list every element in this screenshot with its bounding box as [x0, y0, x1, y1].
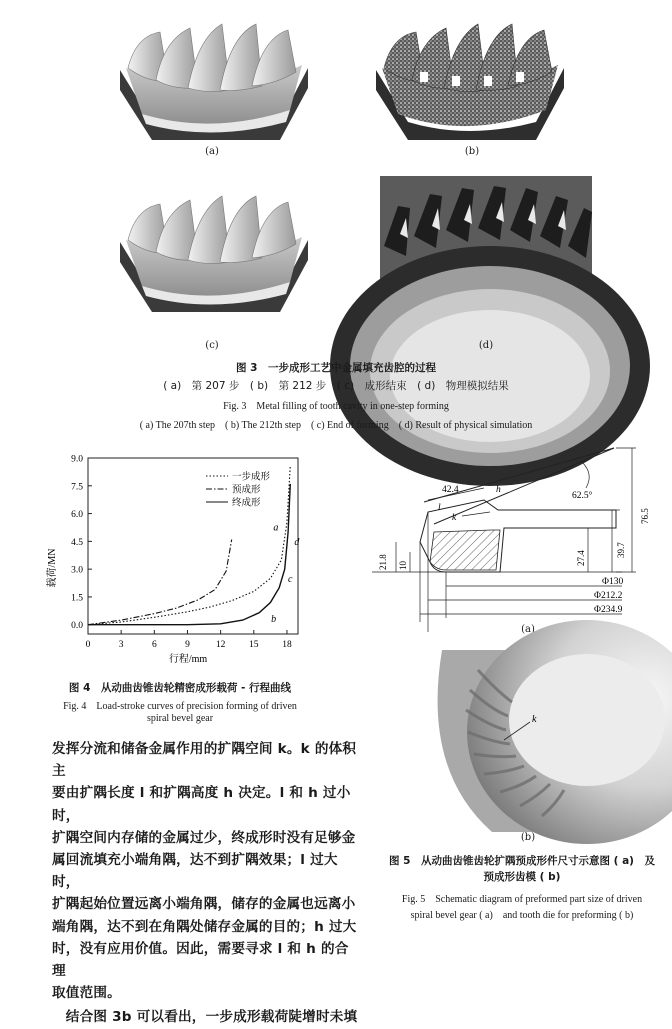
- y-tick-label: 9.0: [71, 454, 83, 465]
- fig3-caption-cn: 图 3 一步成形工艺中金属填充齿腔的过程: [236, 362, 436, 374]
- dim-21-8: 21.8: [378, 554, 388, 570]
- fig3c-image: [112, 182, 312, 312]
- body-line: 要由扩隅长度 l 和扩隅高度 h 决定。l 和 h 过小时，: [52, 785, 351, 824]
- x-tick-label: 15: [249, 640, 259, 650]
- x-tick-label: 9: [185, 640, 190, 650]
- dim-h: h: [496, 485, 501, 495]
- fig3a-image: [112, 10, 312, 140]
- dim-39-7: 39.7: [616, 542, 626, 558]
- fig3d-photo: [380, 176, 592, 338]
- legend-label: 终成形: [232, 498, 261, 509]
- plot-frame: [88, 458, 298, 634]
- dim-phi130: Φ130: [602, 577, 624, 587]
- y-tick-label: 4.5: [71, 537, 83, 548]
- legend-label: 预成形: [232, 485, 261, 496]
- x-tick-label: 3: [118, 640, 124, 650]
- body-line: 发挥分流和储备金属作用的扩隅空间 k。k 的体积主: [52, 741, 357, 780]
- fig4-caption-en-2: spiral bevel gear: [146, 713, 214, 724]
- fig4-chart: [40, 448, 310, 676]
- fig3d-label: (d): [478, 340, 494, 351]
- fig5b-label: (b): [520, 832, 536, 843]
- fig5-caption-en-2: spiral bevel gear ( a) and tooth die for preforming ( b): [410, 910, 634, 921]
- fig4-ylabel: 载荷/MN: [47, 548, 58, 588]
- y-tick-label: 1.5: [71, 593, 83, 604]
- body-line: 结合图 3b 可以看出，一步成形载荷陡增时未填: [52, 1009, 358, 1026]
- body-text-block: [52, 738, 362, 1029]
- fig3b-image: [368, 10, 568, 140]
- series-line-dashdot: [88, 540, 232, 625]
- fig5a-label: (a): [521, 624, 535, 635]
- body-line: 扩隅起始位置远离小端角隅，储存的金属也远离小: [52, 896, 356, 913]
- x-tick-label: 6: [151, 640, 157, 650]
- fig3-subcaption-en: ( a) The 207th step ( b) The 212th step ( c) End of forming ( d) Result of physical simulation: [139, 420, 533, 431]
- fig3-subcaption-cn: ( a) 第 207 步 ( b) 第 212 步 ( c) 成形结束 ( d) 物理模拟结果: [163, 380, 509, 392]
- fig5a-schematic: [372, 440, 668, 636]
- fig3a-label: (a): [205, 146, 219, 157]
- fig5-caption-cn-1: 图 5 从动曲齿锥齿轮扩隅预成形件尺寸示意图 ( a) 及: [389, 855, 655, 867]
- x-tick-label: 0: [85, 640, 91, 650]
- fig5b-image: [412, 650, 634, 832]
- fig3c-label: (c): [205, 340, 219, 351]
- dim-42-4: 42.4: [442, 485, 459, 495]
- dim-phi212: Φ212.2: [594, 591, 623, 601]
- x-tick-label: 12: [215, 640, 226, 650]
- fig3b-label: (b): [464, 146, 480, 157]
- body-line: 端角隅，达不到在角隅处储存金属的目的；h 过大: [52, 918, 357, 935]
- fig5-caption-en-1: Fig. 5 Schematic diagram of preformed part size of driven: [401, 894, 643, 905]
- hatched-section: [430, 530, 500, 570]
- fig5-caption-cn-2: 预成形齿模 ( b): [483, 871, 561, 883]
- fig4-caption-en-1: Fig. 4 Load-stroke curves of precision forming of driven: [63, 701, 297, 712]
- y-tick-label: 6.0: [71, 510, 83, 521]
- fig4-caption-cn: 图 4 从动曲齿锥齿轮精密成形载荷 - 行程曲线: [68, 682, 292, 694]
- curve-annotation: d: [294, 537, 300, 549]
- fig3-caption-en: Fig. 3 Metal filling of tooth cavity in one-step forming: [223, 401, 449, 412]
- body-line: 取值范围。: [52, 985, 121, 1002]
- legend-label: 一步成形: [232, 472, 271, 483]
- dim-27-4: 27.4: [576, 550, 586, 566]
- curve-annotation: a: [273, 522, 279, 534]
- dim-k: k: [452, 513, 457, 523]
- fig4-xlabel: 行程/mm: [168, 654, 208, 665]
- y-tick-label: 7.5: [71, 482, 83, 493]
- dim-l: l: [438, 503, 441, 513]
- curve-annotation: b: [271, 613, 277, 625]
- body-line: 扩隅空间内存储的金属过少，终成形时没有足够金: [52, 829, 356, 846]
- y-tick-label: 3.0: [71, 565, 83, 576]
- dim-angle: 62.5°: [572, 491, 593, 501]
- dim-phi234: Φ234.9: [594, 605, 623, 615]
- x-tick-label: 18: [282, 640, 292, 650]
- dim-10: 10: [398, 561, 408, 570]
- dim-76-5: 76.5: [640, 508, 650, 524]
- fig5b-k: k: [532, 714, 537, 725]
- curve-annotation: c: [288, 574, 293, 586]
- body-line: 时，没有应用价值。因此，需要寻求 l 和 h 的合理: [52, 940, 349, 980]
- body-line: 属回流填充小端角隅，达不到扩隅效果；l 过大时，: [52, 852, 338, 891]
- y-tick-label: 0.0: [71, 621, 83, 632]
